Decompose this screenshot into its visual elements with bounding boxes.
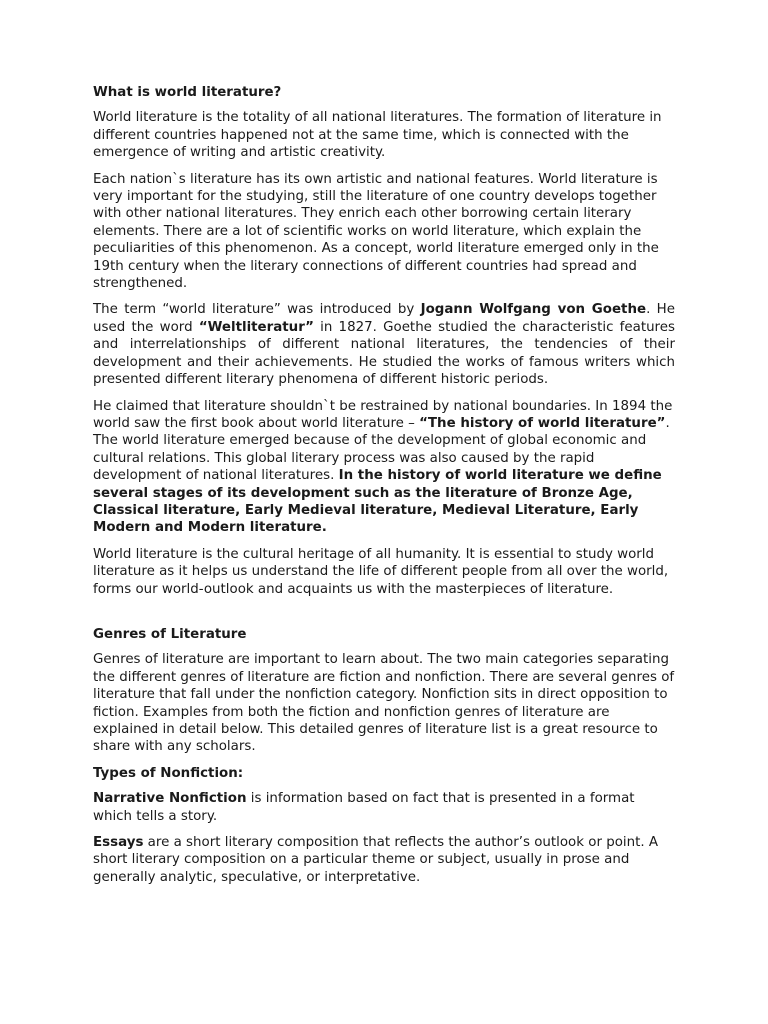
text-run: . The world literature emerged because of the development of global economic and cultural relations. This global literary process was also caused by the rapid development of national literatures. (93, 415, 670, 484)
subheading-types-of-nonfiction: Types of Nonfiction: (93, 765, 244, 781)
paragraph-essays (93, 834, 675, 886)
development-stages: In the history of world literature we define several stages of its development such as the literature of Bronze Age, Classical literature, Early Medieval literature, Medieval Literature, Early Modern and Modern literature. (93, 468, 662, 536)
paragraph-goethe (93, 301, 675, 388)
paragraph-cultural-heritage: World literature is the cultural heritage of all humanity. It is essential to study world literature as it helps us understand the life of different people from all over the world, forms our world-outlook and acquaints us with the masterpieces of literature. (93, 546, 669, 597)
paragraph-national-features: Each nation`s literature has its own artistic and national features. World literature is very important for the studying, still the literature of one country develops together with other national literatures. They enrich each other borrowing certain literary elements. There are a lot of scientific works on world literature, which explain the peculiarities of this phenomenon. As a concept, world literature emerged only in the 19th century when the literary connections of different countries had spread and strengthened. (93, 171, 659, 292)
paragraph-definition: World literature is the totality of all national literatures. The formation of literature in different countries happened not at the same time, which is connected with the emergence of writing and artistic creativity. (93, 110, 662, 161)
paragraph-genres-intro: Genres of literature are important to learn about. The two main categories separating the different genres of literature are fiction and nonfiction. There are several genres of literature that fall under the nonfiction category. Nonfiction sits in direct opposition to fiction. Examples from both the fiction and nonfiction genres of literature are explained in detail below. This detailed genres of literature list is a great resource to share with any scholars. (93, 652, 675, 755)
text-run: . He used the word (93, 302, 675, 335)
narrative-nonfiction-term: Narrative Nonfiction (93, 791, 247, 807)
text-run: are a short literary composition that reflects the author’s outlook or point. A short literary composition on a particular theme or subject, usually in prose and generally analytic, speculative, or interpretative. (93, 835, 659, 885)
weltliteratur-term: “Weltliteratur” (198, 319, 314, 335)
paragraph-narrative-nonfiction (93, 790, 675, 825)
goethe-name: Jogann Wolfgang von Goethe (420, 302, 647, 318)
paragraph-history (93, 398, 675, 537)
quoted-term: “world literature” (162, 302, 281, 318)
book-title: “The history of world literature” (419, 415, 666, 431)
essays-term: Essays (93, 835, 144, 851)
text-run: He claimed that literature shouldn`t be restrained by national boundaries. In 1894 the world saw the first book about world literature – (93, 398, 673, 431)
section-heading-genres: Genres of Literature (93, 626, 247, 642)
text-run: in 1827. Goethe studied the characteristic features and interrelationships of different national literatures, the tendencies of their development and their achievements. He studied the works of famous writers which presented different literary phenomena of different historic periods. (93, 319, 675, 388)
text-run: is information based on fact that is presented in a format which tells a story. (93, 791, 635, 824)
section-heading-world-literature: What is world literature? (93, 85, 282, 100)
text-run: The term (93, 302, 163, 318)
document-page (93, 84, 675, 895)
text-run: was introduced by (280, 302, 421, 318)
